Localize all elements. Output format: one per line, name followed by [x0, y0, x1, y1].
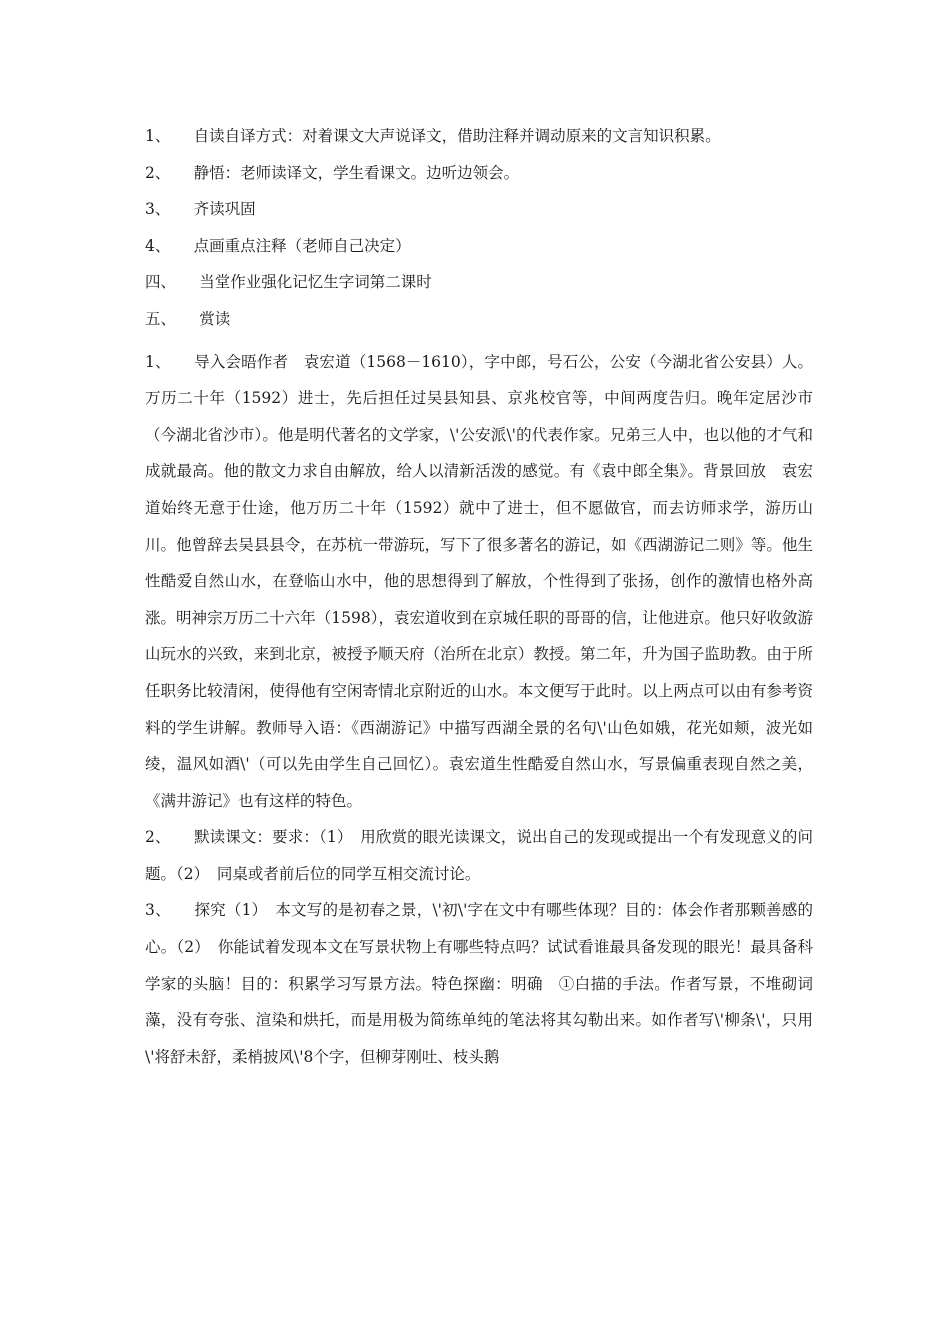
- silent-reading-paragraph: 2、 默读课文：要求：（1） 用欣赏的眼光读课文，说出自己的发现或提出一个有发现意义的问题。（2） 同桌或者前后位的同学互相交流讨论。: [145, 828, 813, 883]
- intro-author-paragraph: 1、 导入会晤作者 袁宏道（1568－1610），字中郎，号石公，公安（今湖北省公安县）人。万历二十年（1592）进士，先后担任过吴县知县、京兆校官等，中间两度告归。晚年定居沙市（今湖北省沙市）。他是明代著名的文学家，\'公安派\'的代表作家。兄弟三人中，也以他的才气和成就最高。他的散文力求自由解放，给人以清新活泼的感觉。有《袁中郎全集》。背景回放 袁宏道始终无意于仕途，他万历二十年（1592）就中了进士，但不愿做官，而去访师求学，游历山川。他曾辞去吴县县令，在苏杭一带游玩，写下了很多著名的游记，如《西湖游记二则》等。他生性酷爱自然山水，在登临山水中，他的思想得到了解放，个性得到了张扬，创作的激情也格外高涨。明神宗万历二十六年（1598），袁宏道收到在京城任职的哥哥的信，让他进京。他只好收敛游山玩水的兴致，来到北京，被授予顺天府（治所在北京）教授。第二年，升为国子监助教。由于所任职务比较清闲，使得他有空闲寄情北京附近的山水。本文便写于此时。以上两点可以由有参考资料的学生讲解。教师导入语：《西湖游记》中描写西湖全景的名句\'山色如娥，花光如颊，波光如绫，温风如酒\'（可以先由学生自己回忆）。袁宏道生性酷爱自然山水，写景偏重表现自然之美，《满井游记》也有这样的特色。: [145, 352, 813, 810]
- inquiry-paragraph: 3、 探究（1） 本文写的是初春之景，\'初\'字在文中有哪些体现？目的：体会作者那颗善感的心。（2） 你能试着发现本文在写景状物上有哪些特点吗？试试看谁最具备发现的眼光！最具备科学家的头脑！目的：积累学习写景方法。特色探幽：明确 ①白描的手法。作者写景，不堆砌词藻，没有夸张、渲染和烘托，而是用极为简练单纯的笔法将其勾勒出来。如作者写\'柳条\'，只用\'将舒未舒，柔梢披风\'8个字，但柳芽刚吐、枝头鹅: [145, 901, 813, 1066]
- section-5-heading: 五、 赏读: [145, 309, 231, 328]
- step-1-line: 1、 自读自译方式：对着课文大声说译文，借助注释并调动原来的文言知识积累。: [145, 127, 721, 145]
- step-2-line: 2、 静悟：老师读译文，学生看课文。边听边领会。: [145, 163, 520, 182]
- step-4-line: 4、 点画重点注释（老师自己决定）: [145, 236, 411, 255]
- section-4-heading: 四、 当堂作业强化记忆生字词第二课时: [145, 273, 432, 292]
- step-3-line: 3、 齐读巩固: [145, 200, 256, 219]
- document-body: [145, 124, 813, 1075]
